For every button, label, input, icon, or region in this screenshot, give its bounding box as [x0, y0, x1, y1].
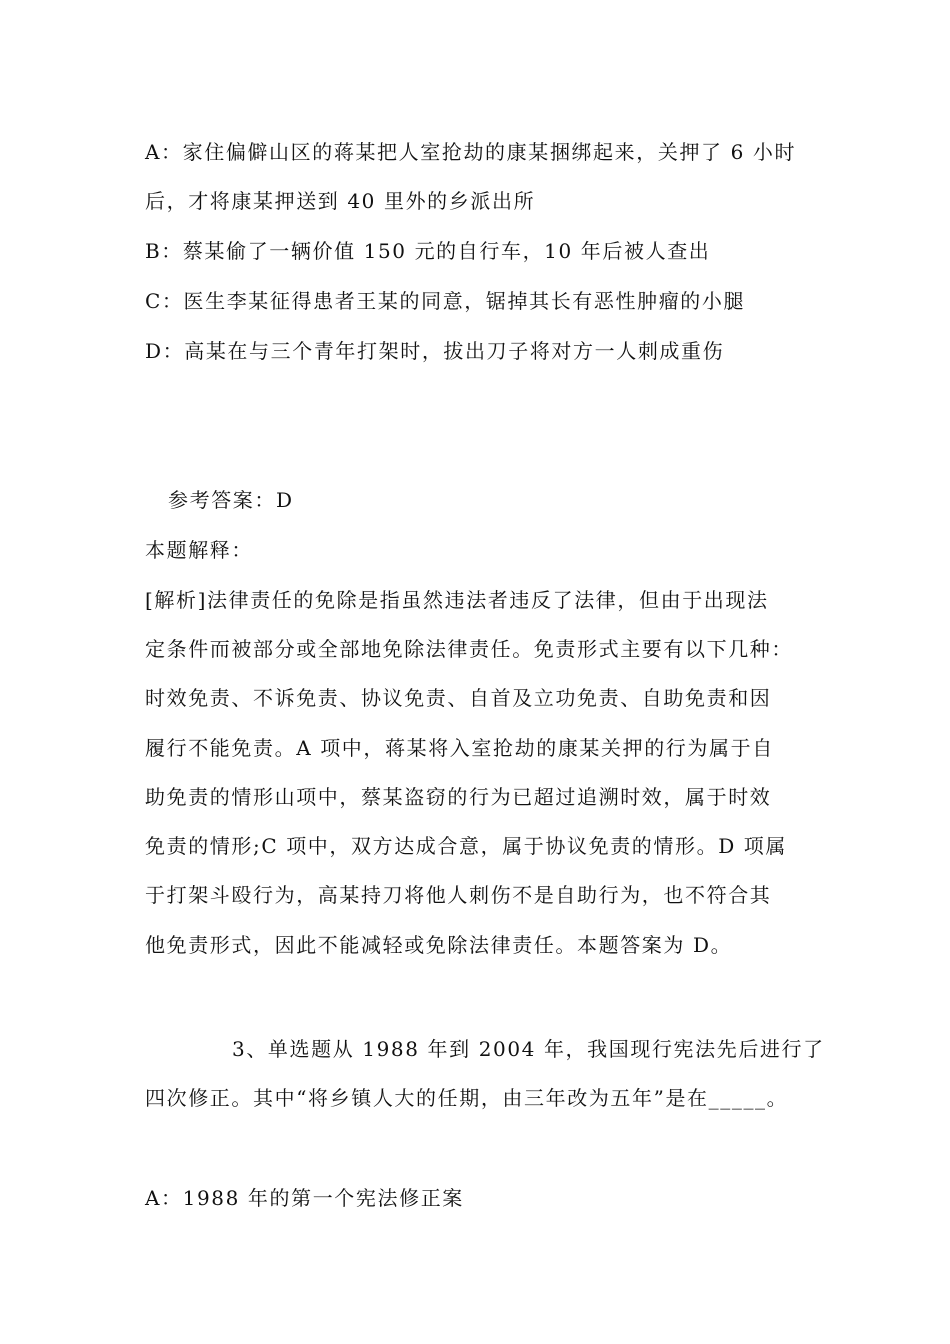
q3-option-a: A：1988 年的第一个宪法修正案: [145, 1186, 464, 1210]
q2-explanation-line: 免责的情形;C 项中，双方达成合意，属于协议免责的情形。D 项属: [145, 834, 787, 858]
q3-stem-line-2: 四次修正。其中“将乡镇人大的任期，由三年改为五年”是在_____。: [145, 1086, 789, 1110]
q2-explanation-line: 于打架斗殴行为，高某持刀将他人刺伤不是自助行为，也不符合其: [145, 883, 772, 907]
q2-explanation-line: 履行不能免责。A 项中，蒋某将入室抢劫的康某关押的行为属于自: [145, 736, 774, 760]
q2-option-a-line-2: 后，才将康某押送到 40 里外的乡派出所: [145, 189, 536, 213]
q2-reference-answer: 参考答案：D: [168, 488, 294, 512]
q2-explanation-line: 定条件而被部分或全部地免除法律责任。免责形式主要有以下几种：: [145, 637, 793, 661]
q2-option-b: B：蔡某偷了一辆价值 150 元的自行车，10 年后被人查出: [145, 239, 711, 263]
q3-stem-line-1: 3、单选题从 1988 年到 2004 年，我国现行宪法先后进行了: [232, 1037, 825, 1061]
q2-explanation-line: 助免责的情形山项中，蔡某盗窃的行为已超过追溯时效，属于时效: [145, 785, 772, 809]
q2-explanation-line: 时效免责、不诉免责、协议免责、自首及立功免责、自助免责和因: [145, 686, 772, 710]
q2-option-c: C：医生李某征得患者王某的同意，锯掉其长有恶性肿瘤的小腿: [145, 289, 746, 313]
q2-explanation-heading: 本题解释：: [145, 538, 253, 562]
q2-explanation-line: 他免责形式，因此不能减轻或免除法律责任。本题答案为 D。: [145, 933, 733, 957]
q2-option-d: D：高某在与三个青年打架时，拔出刀子将对方一人刺成重伤: [145, 339, 725, 363]
q2-option-a-line-1: A：家住偏僻山区的蒋某把人室抢劫的康某捆绑起来，关押了 6 小时: [145, 140, 797, 164]
q2-explanation-line: [解析]法律责任的免除是指虽然违法者违反了法律，但由于出现法: [145, 588, 769, 612]
